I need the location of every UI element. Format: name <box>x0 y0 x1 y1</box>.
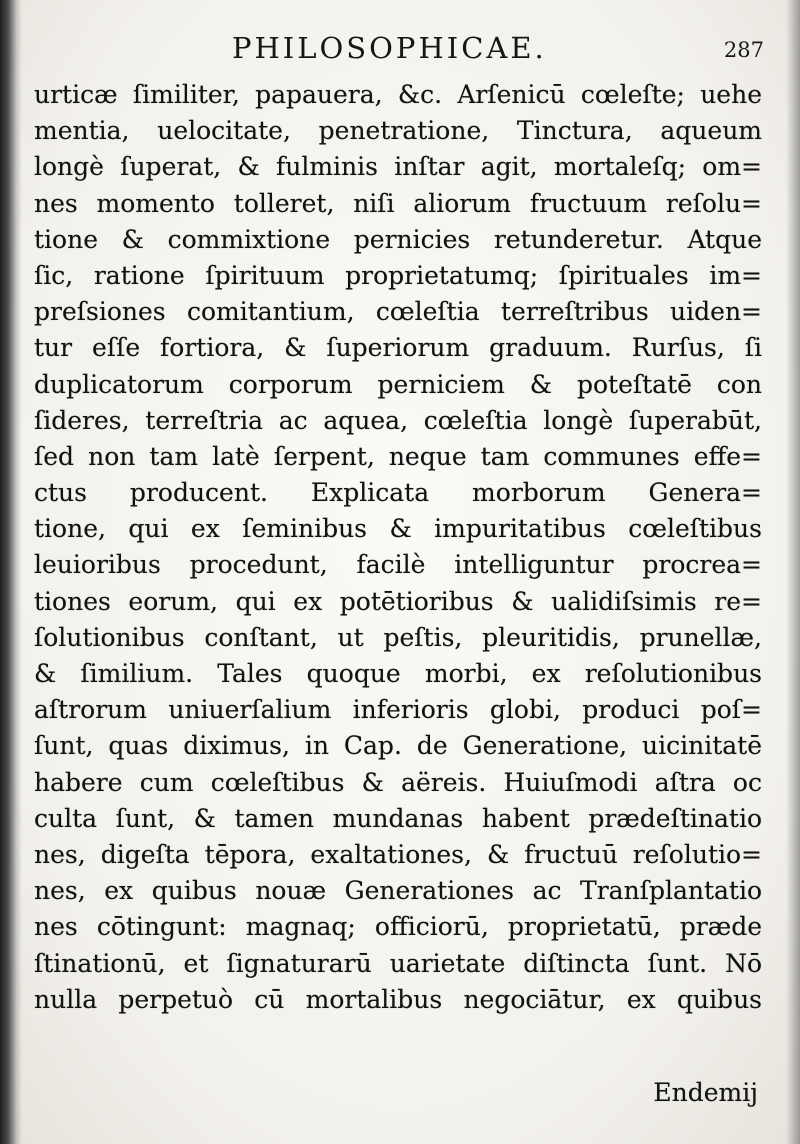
text-line: nulla perpetuò cū mortalibus negociātur, ex quibus <box>34 984 762 1014</box>
text-line: ſed non tam latè ſerpent, neque tam communes effe= <box>34 441 762 471</box>
page-number: 287 <box>723 38 764 62</box>
text-line: ſic, ratione ſpirituum proprietatumq; ſpirituales im= <box>34 260 762 290</box>
text-line: aſtrorum uniuerſalium inferioris globi, produci poſ= <box>34 695 762 725</box>
text-line: longè ſuperat, & fulminis inſtar agit, mortaleſq; om= <box>34 152 762 182</box>
text-line: nes, ex quibus nouæ Generationes ac Tranſplantatio <box>34 876 762 906</box>
text-line: ſtinationū, et ſignaturarū uarietate diſtincta ſunt. Nō <box>34 948 762 978</box>
text-line: tur eſſe fortiora, & ſuperiorum graduum. Rurſus, ſi <box>34 333 762 363</box>
catchword: Endemij <box>653 1078 758 1107</box>
text-line: habere cum cœleſtibus & aëreis. Huiuſmodi aſtra oc <box>34 767 762 797</box>
text-line: nes, digeſta tēpora, exaltationes, & fructuū reſolutio= <box>34 839 762 869</box>
text-line: ctus producent. Explicata morborum Genera= <box>34 478 762 508</box>
text-line: culta ſunt, & tamen mundanas habent prædeſtinatio <box>34 803 762 833</box>
text-line: ſunt, quas diximus, in Cap. de Generatione, uicinitatē <box>34 731 762 761</box>
text-line: mentia, uelocitate, penetratione, Tinctura, aqueum <box>34 116 762 146</box>
running-head-title: PHILOSOPHICAE. <box>232 31 547 65</box>
text-line: preſsiones comitantium, cœleſtia terreſtribus uiden= <box>34 297 762 327</box>
text-line: tione, qui ex ſeminibus & impuritatibus cœleſtibus <box>34 514 762 544</box>
text-line: urticæ ſimiliter, papauera, &c. Arſenicū cœleſte; uehe <box>34 80 762 109</box>
text-line: tione & commixtione pernicies retunderetur. Atque <box>34 224 762 254</box>
text-line: leuioribus procedunt, facilè intelliguntur procrea= <box>34 550 762 580</box>
text-line: duplicatorum corporum perniciem & poteſtatē con <box>34 369 762 399</box>
text-line: tiones eorum, qui ex potētioribus & ualidiſsimis re= <box>34 586 762 616</box>
text-line: nes momento tolleret, niſi aliorum fructuum reſolu= <box>34 188 762 218</box>
text-line: ſolutionibus conſtant, ut peſtis, pleuritidis, prunellæ, <box>34 622 762 652</box>
text-block <box>34 77 762 1018</box>
text-line: nes cōtingunt: magnaq; officiorū, proprietatū, præde <box>34 912 762 942</box>
running-head <box>0 28 800 68</box>
text-line: ſideres, terreſtria ac aquea, cœleſtia longè ſuperabūt, <box>34 405 762 435</box>
text-line: & ſimilium. Tales quoque morbi, ex reſolutionibus <box>34 659 762 688</box>
